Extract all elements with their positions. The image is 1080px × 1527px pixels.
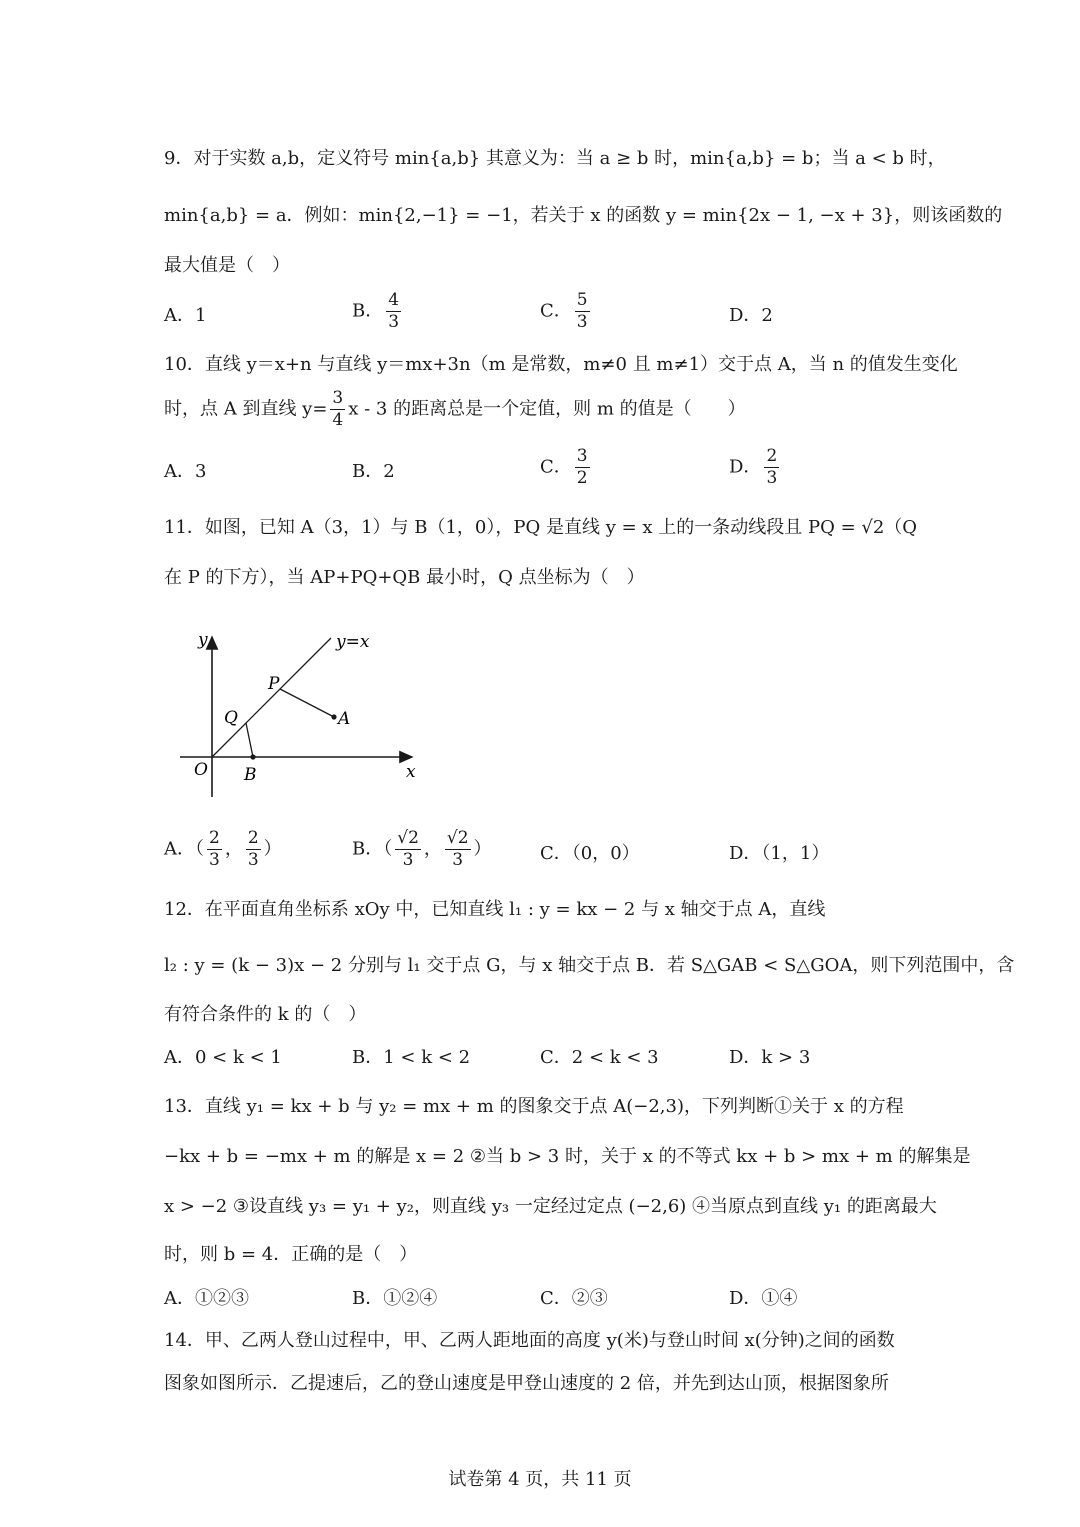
q11-option-b-num-1: √2 (397, 828, 419, 848)
q14-line-2: 图象如图所示．乙提速后，乙的登山速度是甲登山速度的 2 倍，并先到达山顶，根据图象所 (164, 1373, 889, 1394)
q13-option-b: B．①②④ (352, 1288, 438, 1309)
q10-option-c-prefix: C． (540, 456, 572, 478)
q11-point-b-dot (250, 754, 255, 759)
q12-option-c: C．2 < k < 3 (540, 1047, 659, 1068)
q9-option-b-num: 4 (388, 290, 400, 310)
q11-figure (170, 625, 430, 815)
q12-line-3: 有符合条件的 k 的（ ） (164, 1004, 367, 1025)
q13-line-3: x > −2 ③设直线 y₃ = y₁ + y₂，则直线 y₃ 一定经过定点 (−2,6) ④当原点到直线 y₁ 的距离最大 (164, 1196, 937, 1217)
q11-point-a-dot (331, 714, 336, 719)
q10-option-d-prefix: D． (729, 456, 762, 478)
q10-option-c-den: 2 (576, 468, 588, 488)
q11-option-b-fraction-1 (395, 830, 421, 869)
q9-option-d: D．2 (729, 305, 773, 326)
q11-option-b-den-1: 3 (402, 850, 414, 870)
q11-option-a (164, 830, 282, 869)
q11-option-b-num-2: √2 (446, 828, 469, 848)
q9-line-1: 9．对于实数 a,b，定义符号 min{a,b} 其意义为：当 a ≥ b 时，min{a,b} = b；当 a < b 时， (164, 148, 946, 169)
q11-point-q-label: Q (224, 708, 238, 728)
page-footer: 试卷第 4 页，共 11 页 (448, 1469, 632, 1490)
q13-line-4: 时，则 b = 4．正确的是（ ） (164, 1244, 418, 1265)
q9-option-c-num: 5 (576, 290, 588, 310)
q9-option-b-prefix: B． (352, 300, 384, 322)
q9-line-3: 最大值是（ ） (164, 255, 290, 276)
q12-line-2: l₂ : y = (k − 3)x − 2 分别与 l₁ 交于点 G，与 x 轴交于点 B．若 S△GAB < S△GOA，则下列范围中，含 (164, 955, 1015, 976)
q12-option-b: B．1 < k < 2 (352, 1047, 471, 1068)
q12-line-1: 12．在平面直角坐标系 xOy 中，已知直线 l₁ : y = kx − 2 与 x 轴交于点 A，直线 (164, 899, 826, 920)
q11-line-y-eq-x (212, 638, 331, 757)
q11-line-1: 11．如图，已知 A（3，1）与 B（1，0），PQ 是直线 y = x 上的一条动线段且 PQ = √2（Q (164, 517, 918, 538)
q13-option-a: A．①②③ (164, 1288, 249, 1309)
q11-option-a-suffix: ） (263, 838, 282, 860)
q11-y-label: y (198, 630, 208, 650)
q10-line-1: 10．直线 y＝x+n 与直线 y＝mx+3n（m 是常数，m≠0 且 m≠1）交于点 A，当 n 的值发生变化 (164, 354, 958, 375)
q9-option-c (540, 292, 593, 331)
q9-line-2: min{a,b} = a．例如：min{2,−1} = −1，若关于 x 的函数 y = min{2x − 1, −x + 3}，则该函数的 (164, 205, 1003, 226)
q9-option-c-prefix: C． (540, 300, 572, 322)
q11-point-a-label: A (338, 709, 351, 729)
q11-point-p-label: P (268, 674, 280, 694)
q10-line-2 (164, 390, 746, 429)
q11-line-2: 在 P 的下方），当 AP+PQ+QB 最小时，Q 点坐标为（ ） (164, 567, 645, 588)
q10-option-c-num: 3 (576, 446, 588, 466)
q11-origin-label: O (194, 760, 208, 780)
q11-option-a-num-2: 2 (247, 828, 259, 848)
q10-line-2-pre: 时，点 A 到直线 y= (164, 398, 328, 420)
q13-option-d: D．①④ (729, 1288, 798, 1309)
q11-option-b-suffix: ） (473, 838, 492, 860)
q10-option-c-fraction (575, 448, 590, 487)
q12-option-d: D．k > 3 (729, 1047, 811, 1068)
q10-option-a: A．3 (164, 461, 207, 482)
q11-option-b-den-2: 3 (452, 850, 464, 870)
q11-point-b-label: B (244, 765, 257, 785)
q10-line-2-den: 4 (332, 410, 344, 430)
q10-option-d-fraction (764, 448, 779, 487)
q11-option-b-sep: ， (423, 838, 442, 860)
q10-option-c (540, 448, 593, 487)
q11-x-label: x (406, 762, 416, 782)
q10-line-2-post: x - 3 的距离总是一个定值，则 m 的值是（ ） (348, 398, 746, 420)
q11-option-a-num-1: 2 (209, 828, 220, 848)
q12-option-a: A．0 < k < 1 (164, 1047, 282, 1068)
q11-option-b-prefix: B．（ (352, 838, 393, 860)
q11-option-a-fraction-2 (246, 830, 261, 869)
q9-option-b-fraction (386, 292, 401, 331)
q11-option-a-fraction-1 (207, 830, 222, 869)
q11-option-b-fraction-2 (445, 830, 471, 869)
q10-option-d (729, 448, 782, 487)
q10-line-2-fraction (330, 390, 345, 429)
q11-line-label: y=x (336, 632, 370, 652)
q9-option-b (352, 292, 404, 331)
q11-option-a-den-1: 3 (209, 850, 220, 870)
q11-option-a-sep: ， (224, 838, 243, 860)
q13-line-2: −kx + b = −mx + m 的解是 x = 2 ②当 b > 3 时，关于 x 的不等式 kx + b > mx + m 的解集是 (164, 1146, 971, 1167)
q11-option-d: D．（1，1） (729, 843, 830, 864)
q11-option-b (352, 830, 492, 869)
q10-option-d-den: 3 (766, 468, 778, 488)
q11-segment-pa (280, 689, 334, 717)
q14-line-1: 14．甲、乙两人登山过程中，甲、乙两人距地面的高度 y(米)与登山时间 x(分钟)之间的函数 (164, 1330, 895, 1351)
q13-line-1: 13．直线 y₁ = kx + b 与 y₂ = mx + m 的图象交于点 A(−2,3)，下列判断①关于 x 的方程 (164, 1096, 904, 1117)
q9-option-a: A．1 (164, 305, 207, 326)
q9-option-c-den: 3 (576, 312, 588, 332)
q11-option-a-prefix: A．（ (164, 838, 204, 860)
q13-option-c: C．②③ (540, 1288, 608, 1309)
q11-segment-qb (246, 723, 253, 757)
q9-option-b-den: 3 (388, 312, 400, 332)
q10-line-2-num: 3 (332, 388, 344, 408)
q10-option-d-num: 2 (766, 446, 778, 466)
q11-option-a-den-2: 3 (247, 850, 259, 870)
q11-option-c: C．（0，0） (540, 843, 640, 864)
q9-option-c-fraction (575, 292, 590, 331)
q10-option-b: B．2 (352, 461, 395, 482)
